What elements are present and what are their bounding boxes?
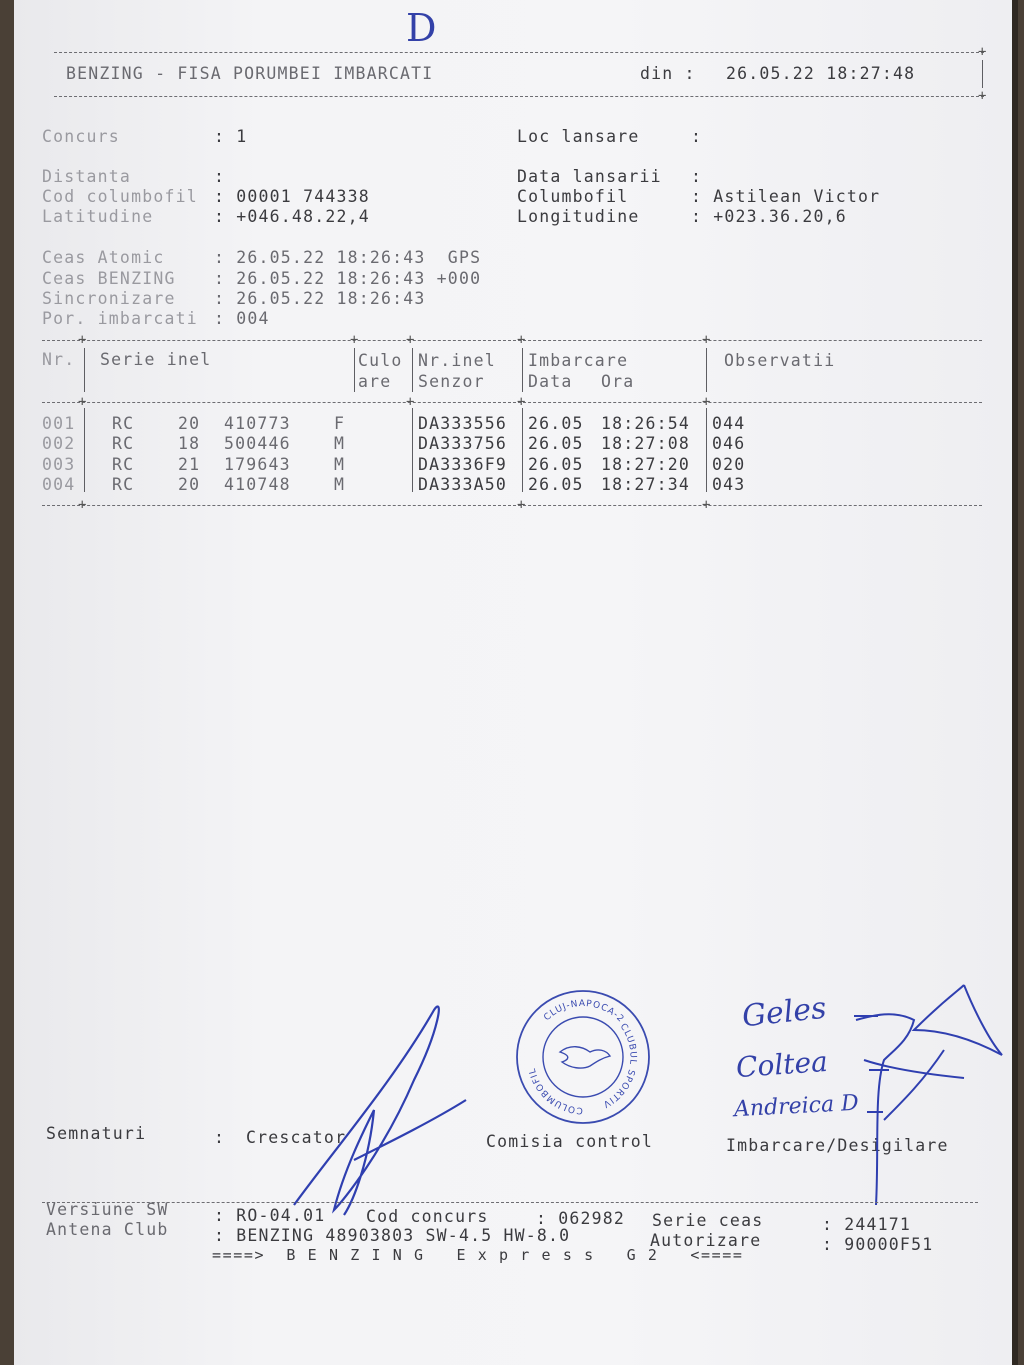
semnaturi-colon: :	[214, 1128, 226, 1147]
columbofil-value: : Astilean Victor	[691, 187, 881, 206]
ceas-benzing-value: : 26.05.22 18:26:43 +000	[214, 269, 482, 288]
footer-top-rule	[42, 1202, 978, 1203]
serie-ceas-value: : 244171	[822, 1215, 912, 1234]
row-ora: 18:27:08	[601, 434, 691, 453]
row-inel: 410748	[224, 475, 291, 494]
col-header-serie: Serie inel	[100, 350, 212, 369]
row-tara: RC	[112, 414, 135, 433]
col-header-nrinel: Nr.inel	[418, 351, 496, 370]
row-an: 20	[178, 414, 201, 433]
versiune-sw-value: : RO-04.01	[214, 1206, 326, 1225]
print-datetime: 26.05.22 18:27:48	[726, 64, 916, 83]
sincronizare-value: : 26.05.22 18:26:43	[214, 289, 426, 308]
din-label: din :	[640, 64, 696, 83]
concurs-label: Concurs	[42, 127, 120, 146]
row-data: 26.05	[528, 434, 584, 453]
handwritten-name-coltea: Coltea	[734, 1044, 829, 1085]
longitudine-label: Longitudine	[517, 207, 640, 226]
autorizare-label: Autorizare	[650, 1231, 762, 1250]
sincronizare-label: Sincronizare	[42, 289, 176, 308]
ceas-atomic-label: Ceas Atomic	[42, 248, 165, 267]
stamp-text-left: COLUMBOFIL	[527, 1066, 584, 1116]
col-header-culo: Culo	[358, 351, 403, 370]
versiune-sw-label: Versiune SW	[46, 1200, 169, 1219]
col-header-nr: Nr.	[42, 350, 76, 369]
row-sex: M	[334, 434, 346, 453]
semnaturi-label: Semnaturi	[46, 1124, 147, 1143]
ceas-benzing-label: Ceas BENZING	[42, 269, 176, 288]
distanta-label: Distanta	[42, 167, 132, 186]
cod-concurs-value: : 062982	[536, 1209, 626, 1228]
row-ora: 18:27:34	[601, 475, 691, 494]
row-obs: 046	[712, 434, 746, 453]
row-ora: 18:27:20	[601, 455, 691, 474]
row-obs: 043	[712, 475, 746, 494]
row-senzor: DA333A50	[418, 475, 508, 494]
row-nr: 003	[42, 455, 76, 474]
crescator-label: Crescator	[246, 1128, 347, 1147]
comisia-control-label: Comisia control	[486, 1132, 654, 1151]
longitudine-value: : +023.36.20,6	[691, 207, 847, 226]
row-senzor: DA333756	[418, 434, 508, 453]
col-header-are: are	[358, 372, 392, 391]
row-sex: M	[334, 475, 346, 494]
col-header-senzor: Senzor	[418, 372, 485, 391]
club-stamp	[512, 986, 654, 1128]
row-tara: RC	[112, 455, 135, 474]
row-senzor: DA333556	[418, 414, 508, 433]
data-lansarii-label: Data lansarii	[517, 167, 662, 186]
row-inel: 179643	[224, 455, 291, 474]
row-obs: 044	[712, 414, 746, 433]
signature-scribbles	[14, 0, 1018, 1365]
table-edge	[1012, 0, 1018, 1365]
loc-lansare-label: Loc lansare	[517, 127, 640, 146]
row-ora: 18:26:54	[601, 414, 691, 433]
col-header-observatii: Observatii	[724, 351, 836, 370]
autorizare-value: : 90000F51	[822, 1235, 934, 1254]
data-lansarii-value: :	[691, 167, 703, 186]
porumbei-imbarcati-value: : 004	[214, 309, 270, 328]
row-nr: 002	[42, 434, 76, 453]
row-sex: M	[334, 455, 346, 474]
row-an: 18	[178, 434, 201, 453]
row-data: 26.05	[528, 414, 584, 433]
latitudine-value: : +046.48.22,4	[214, 207, 370, 226]
latitudine-label: Latitudine	[42, 207, 154, 226]
benzing-express-banner: ====> B E N Z I N G E x p r e s s G 2 <====	[212, 1246, 744, 1264]
distanta-value: :	[214, 167, 226, 186]
handwritten-name-geles: Geles	[740, 990, 829, 1035]
row-inel: 500446	[224, 434, 291, 453]
col-header-ora: Ora	[601, 372, 635, 391]
col-header-data: Data	[528, 372, 573, 391]
row-data: 26.05	[528, 455, 584, 474]
row-obs: 020	[712, 455, 746, 474]
row-tara: RC	[112, 434, 135, 453]
imbarcare-desigilare-label: Imbarcare/Desigilare	[726, 1136, 949, 1155]
columbofil-label: Columbofil	[517, 187, 629, 206]
row-senzor: DA3336F9	[418, 455, 508, 474]
cod-columbofil-value: : 00001 744338	[214, 187, 370, 206]
paper-sheet: D + BENZING - FISA PORUMBEI IMBARCATI din : 26.05.22 18:27:48 + Concurs : 1 Loc lansare : Distanta : Data lansarii : Cod columbofil : 00001 744338 Columbofil : Astilean Victor Latitudine : +046.48.22,4 Longitudine : +023.36.20,6 Ceas Atomic : 26.05.22 18:26:43 GPS Ceas BENZING : 26.05.22 18:26:43 +000 Sincronizare : 26.05.22 18:26:43 Por. imbarcati : 004 + + + + + Nr. Serie inel Culo are Nr.inel Senzor Imbarcare Data Ora Observatii + + + + 001 RC 20 410773 F DA333556 26.05 18:26:54 044 002 RC 18 500446 M DA333756 26.05 18:27:08 046 003 RC 21 179643 M DA3336F9 26.05 18:27:20 020 004 RC 20 410748 M DA333A50 26.05 18:27:34 043 + + + Semnaturi : Crescator Comisia control Imbarcare/Desigilare Geles Coltea Andreica D CLUJ-NAPOCA-2 CLUBUL SPORTIV COLUMBOFIL Versiune SW : RO-04.01 Antena Club : BENZING 48903803 SW-4.5 HW-8.0 Cod concurs : 062982 Serie ceas : 244171 Autorizare : 90000F51 ====> B E N Z I N G E x p r e s s G 2 <====	[14, 0, 1018, 1365]
antena-club-value: : BENZING 48903803 SW-4.5 HW-8.0	[214, 1226, 571, 1245]
concurs-value: : 1	[214, 127, 248, 146]
cod-concurs-label: Cod concurs	[366, 1207, 489, 1226]
serie-ceas-label: Serie ceas	[652, 1211, 764, 1230]
col-header-imbarcare: Imbarcare	[528, 351, 629, 370]
stamp-text-top: CLUJ-NAPOCA-2	[542, 998, 626, 1026]
row-tara: RC	[112, 475, 135, 494]
ceas-atomic-value: : 26.05.22 18:26:43 GPS	[214, 248, 482, 267]
row-an: 20	[178, 475, 201, 494]
row-an: 21	[178, 455, 201, 474]
handwritten-name-andreica: Andreica D	[733, 1090, 860, 1123]
cod-columbofil-label: Cod columbofil	[42, 187, 198, 206]
antena-club-label: Antena Club	[46, 1220, 169, 1239]
pigeon-icon	[560, 1047, 610, 1068]
row-nr: 004	[42, 475, 76, 494]
porumbei-imbarcati-label: Por. imbarcati	[42, 309, 198, 328]
document-title: BENZING - FISA PORUMBEI IMBARCATI	[66, 64, 434, 83]
handwritten-mark: D	[406, 6, 437, 50]
row-sex: F	[334, 414, 346, 433]
loc-lansare-value: :	[691, 127, 703, 146]
row-inel: 410773	[224, 414, 291, 433]
stamp-text-right: CLUBUL SPORTIV	[600, 1022, 638, 1110]
row-nr: 001	[42, 414, 76, 433]
row-data: 26.05	[528, 475, 584, 494]
